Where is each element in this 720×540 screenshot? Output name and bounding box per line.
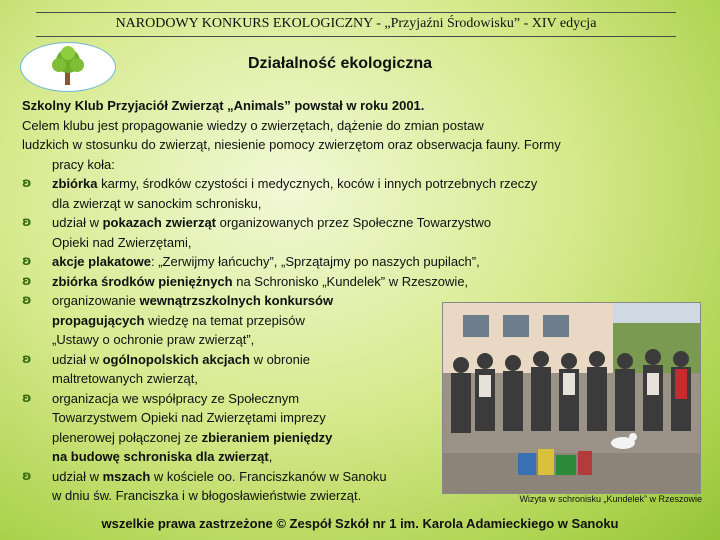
item-bold: mszach	[102, 468, 151, 484]
bullet-icon: ʚ	[22, 176, 32, 191]
item-bold: zbiórka środków pieniężnych	[52, 273, 233, 289]
item-text: organizowanych przez Społeczne Towarzystwo	[216, 215, 492, 230]
footer-copyright: wszelkie prawa zastrzeżone © Zespół Szkół nr 1 im. Karola Adamieckiego w Sanoku	[101, 516, 619, 531]
section-title: Działalność ekologiczna	[247, 55, 433, 72]
intro-line: pracy koła:	[52, 156, 115, 172]
item-text: Towarzystwem Opieki nad Zwierzętami imprezy	[52, 410, 326, 425]
header-bottom-line	[36, 36, 676, 37]
item-text: w dniu św. Franciszka i w błogosławieństwie zwierząt.	[52, 488, 362, 503]
item-text: maltretowanych zwierząt,	[52, 371, 198, 386]
item-text: wiedzę na temat przepisów	[144, 312, 305, 328]
bullet-icon: ʚ	[22, 351, 32, 367]
item-text: plenerowej połączonej ze	[52, 429, 202, 445]
item-text: Opieki nad Zwierzętami,	[52, 234, 192, 250]
list-item	[22, 213, 682, 252]
list-item	[22, 272, 682, 292]
item-text: na Schronisko „Kundelek” w Rzeszowie,	[232, 273, 469, 289]
item-text: ,	[268, 449, 273, 464]
item-text: dla zwierząt w sanockim schronisku,	[52, 195, 262, 211]
item-bold: ogólnopolskich akcjach	[102, 351, 250, 367]
item-text: organizacja we współpracy ze Społecznym	[52, 390, 300, 406]
header-top-line	[36, 12, 676, 13]
item-bold: pokazach zwierząt	[102, 215, 217, 230]
intro-line: ludzkich w stosunku do zwierząt, niesienie pomocy zwierzętom oraz obserwacja fauny. Formy	[22, 137, 561, 152]
photo-caption: Wizyta w schronisku „Kundelek” w Rzeszowie	[519, 494, 702, 504]
item-text: „Ustawy o ochronie praw zwierząt”,	[52, 332, 255, 347]
item-bold: akcje plakatowe	[52, 254, 151, 269]
intro-heading: Szkolny Klub Przyjaciół Zwierząt „Animals” powstał w roku 2001.	[22, 98, 425, 113]
item-bold: zbiórka	[52, 176, 98, 191]
bullet-icon: ʚ	[22, 390, 32, 406]
bullet-icon: ʚ	[22, 254, 32, 269]
item-text: w kościele oo. Franciszkanów w Sanoku	[150, 468, 387, 484]
item-bold: propagujących	[52, 312, 145, 328]
item-text: karmy, środków czystości i medycznych, koców i innych potrzebnych rzeczy	[97, 176, 538, 191]
item-bold: zbieraniem pieniędzy	[201, 429, 333, 445]
item-bold: na budowę schroniska dla zwierząt	[52, 449, 269, 464]
list-item	[22, 252, 682, 272]
bullet-icon: ʚ	[22, 293, 32, 308]
item-bold: wewnątrzszkolnych konkursów	[139, 293, 334, 308]
intro-line: Celem klubu jest propagowanie wiedzy o zwierzętach, dążenie do zmian postaw	[22, 117, 484, 133]
bullet-icon: ʚ	[22, 215, 32, 230]
group-photo	[442, 302, 701, 494]
item-text: udział w	[52, 215, 103, 230]
list-item	[22, 174, 682, 213]
item-text: udział w	[52, 351, 103, 367]
item-text: w obronie	[249, 351, 310, 367]
photo-illustration	[443, 303, 700, 493]
item-text: udział w	[52, 468, 103, 484]
header-title: NARODOWY KONKURS EKOLOGICZNY - „Przyjaźni Środowisku” - XIV edycja	[115, 16, 597, 31]
bullet-icon: ʚ	[22, 273, 32, 289]
item-text: : „Zerwijmy łańcuchy”, „Sprzątajmy po naszych pupilach”,	[151, 254, 480, 269]
bullet-icon: ʚ	[22, 468, 32, 484]
item-text: organizowanie	[52, 293, 140, 308]
